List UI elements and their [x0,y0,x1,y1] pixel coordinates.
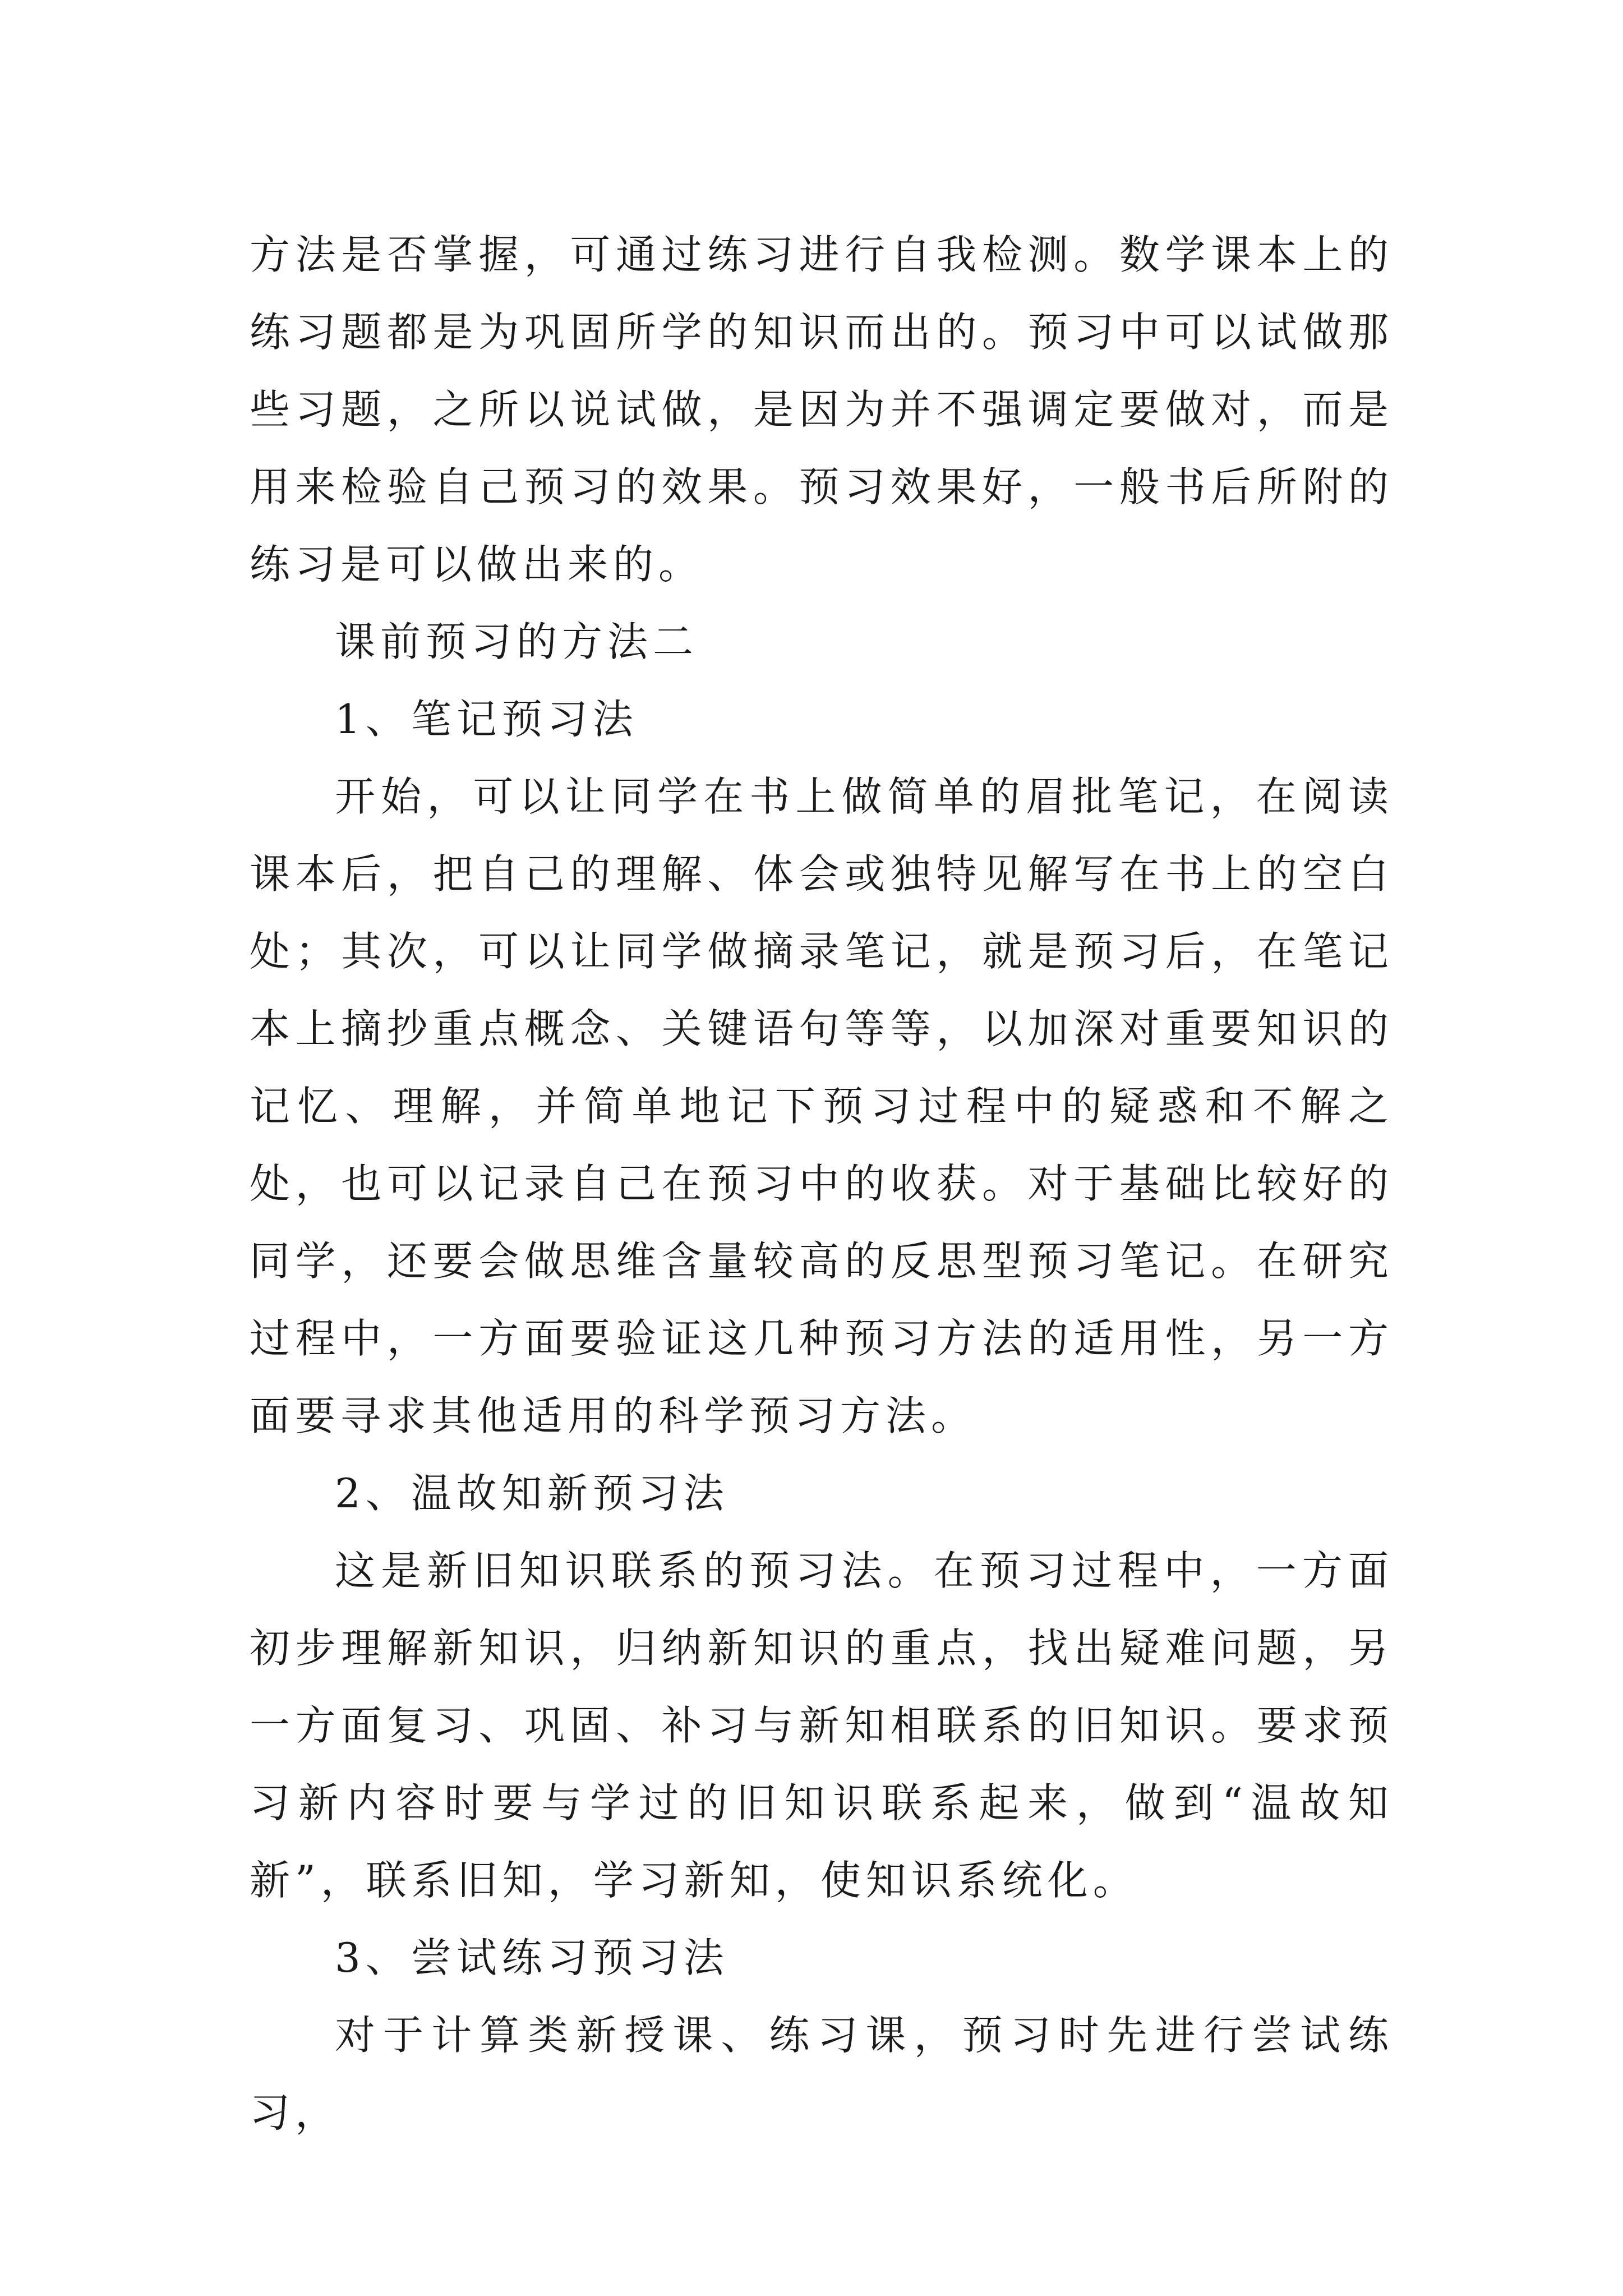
subheading-note-preview: 1、笔记预习法 [335,696,638,743]
paragraph-note-preview: 开始，可以让同学在书上做简单的眉批笔记，在阅读课本后，把自己的理解、体会或独特见解写在书上的空白处；其次，可以让同学做摘录笔记，就是预习后，在笔记本上摘抄重点概念、关键语句等等，以加深对重要知识的记忆、理解，并简单地记下预习过程中的疑惑和不解之处，也可以记录自己在预习中的收获。对于基础比较好的同学，还要会做思维含量较高的反思型预习笔记。在研究过程中，一方面要验证这几种预习方法的适用性，另一方面要寻求其他适用的科学预习方法。 [250,773,1394,1439]
subheading-review-preview: 2、温故知新预习法 [335,1470,729,1517]
subheading-practice-preview: 3、尝试练习预习法 [335,1934,729,1981]
paragraph-practice-preview: 对于计算类新授课、练习课，预习时先进行尝试练习， [250,2012,1394,2136]
section-heading-method-two: 课前预习的方法二 [335,618,699,665]
document-body [250,216,1394,2151]
paragraph-review-preview: 这是新旧知识联系的预习法。在预习过程中，一方面初步理解新知识，归纳新知识的重点，找出疑难问题，另一方面复习、巩固、补习与新知相联系的旧知识。要求预习新内容时要与学过的旧知识联系起来，做到“温故知新”，联系旧知，学习新知，使知识系统化。 [250,1547,1394,1904]
paragraph-method-check: 方法是否掌握，可通过练习进行自我检测。数学课本上的练习题都是为巩固所学的知识而出的。预习中可以试做那些习题，之所以说试做，是因为并不强调定要做对，而是用来检验自己预习的效果。预习效果好，一般书后所附的练习是可以做出来的。 [250,231,1394,588]
